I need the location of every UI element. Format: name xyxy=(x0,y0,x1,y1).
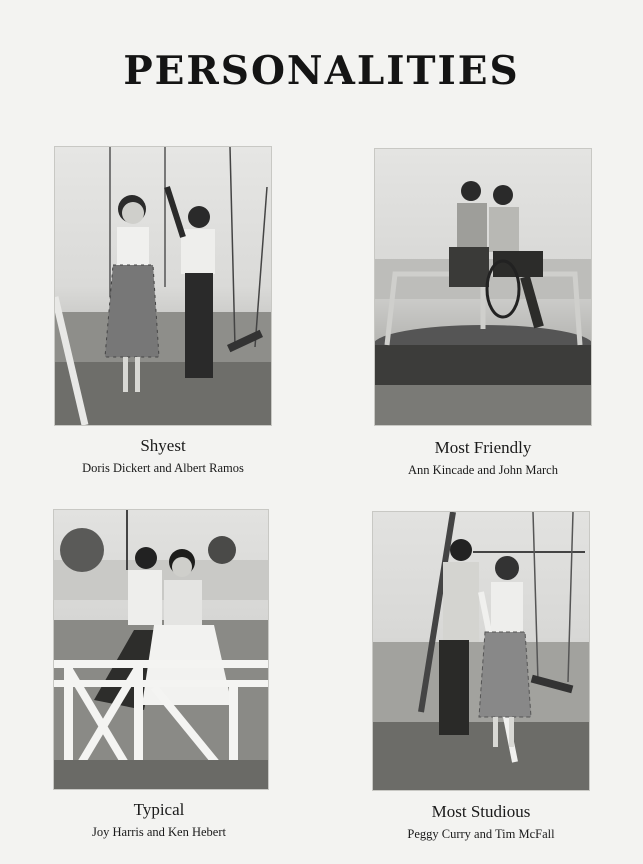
caption-most-friendly xyxy=(360,438,606,478)
photo-most-friendly xyxy=(374,148,592,426)
caption-typical xyxy=(36,800,282,840)
caption-names: Ann Kincade and John March xyxy=(408,463,558,477)
caption-title: Most Friendly xyxy=(434,438,532,457)
caption-names: Doris Dickert and Albert Ramos xyxy=(82,461,244,475)
caption-names: Peggy Curry and Tim McFall xyxy=(407,827,555,841)
caption-shyest xyxy=(40,436,286,476)
photo-typical xyxy=(53,509,269,790)
caption-most-studious xyxy=(358,802,604,842)
caption-title: Typical xyxy=(133,800,185,819)
caption-names: Joy Harris and Ken Hebert xyxy=(92,825,226,839)
caption-title: Most Studious xyxy=(431,802,531,821)
caption-title: Shyest xyxy=(140,436,186,455)
page-title: PERSONALITIES xyxy=(123,48,520,94)
photo-most-studious xyxy=(372,511,590,791)
photo-shyest xyxy=(54,146,272,426)
